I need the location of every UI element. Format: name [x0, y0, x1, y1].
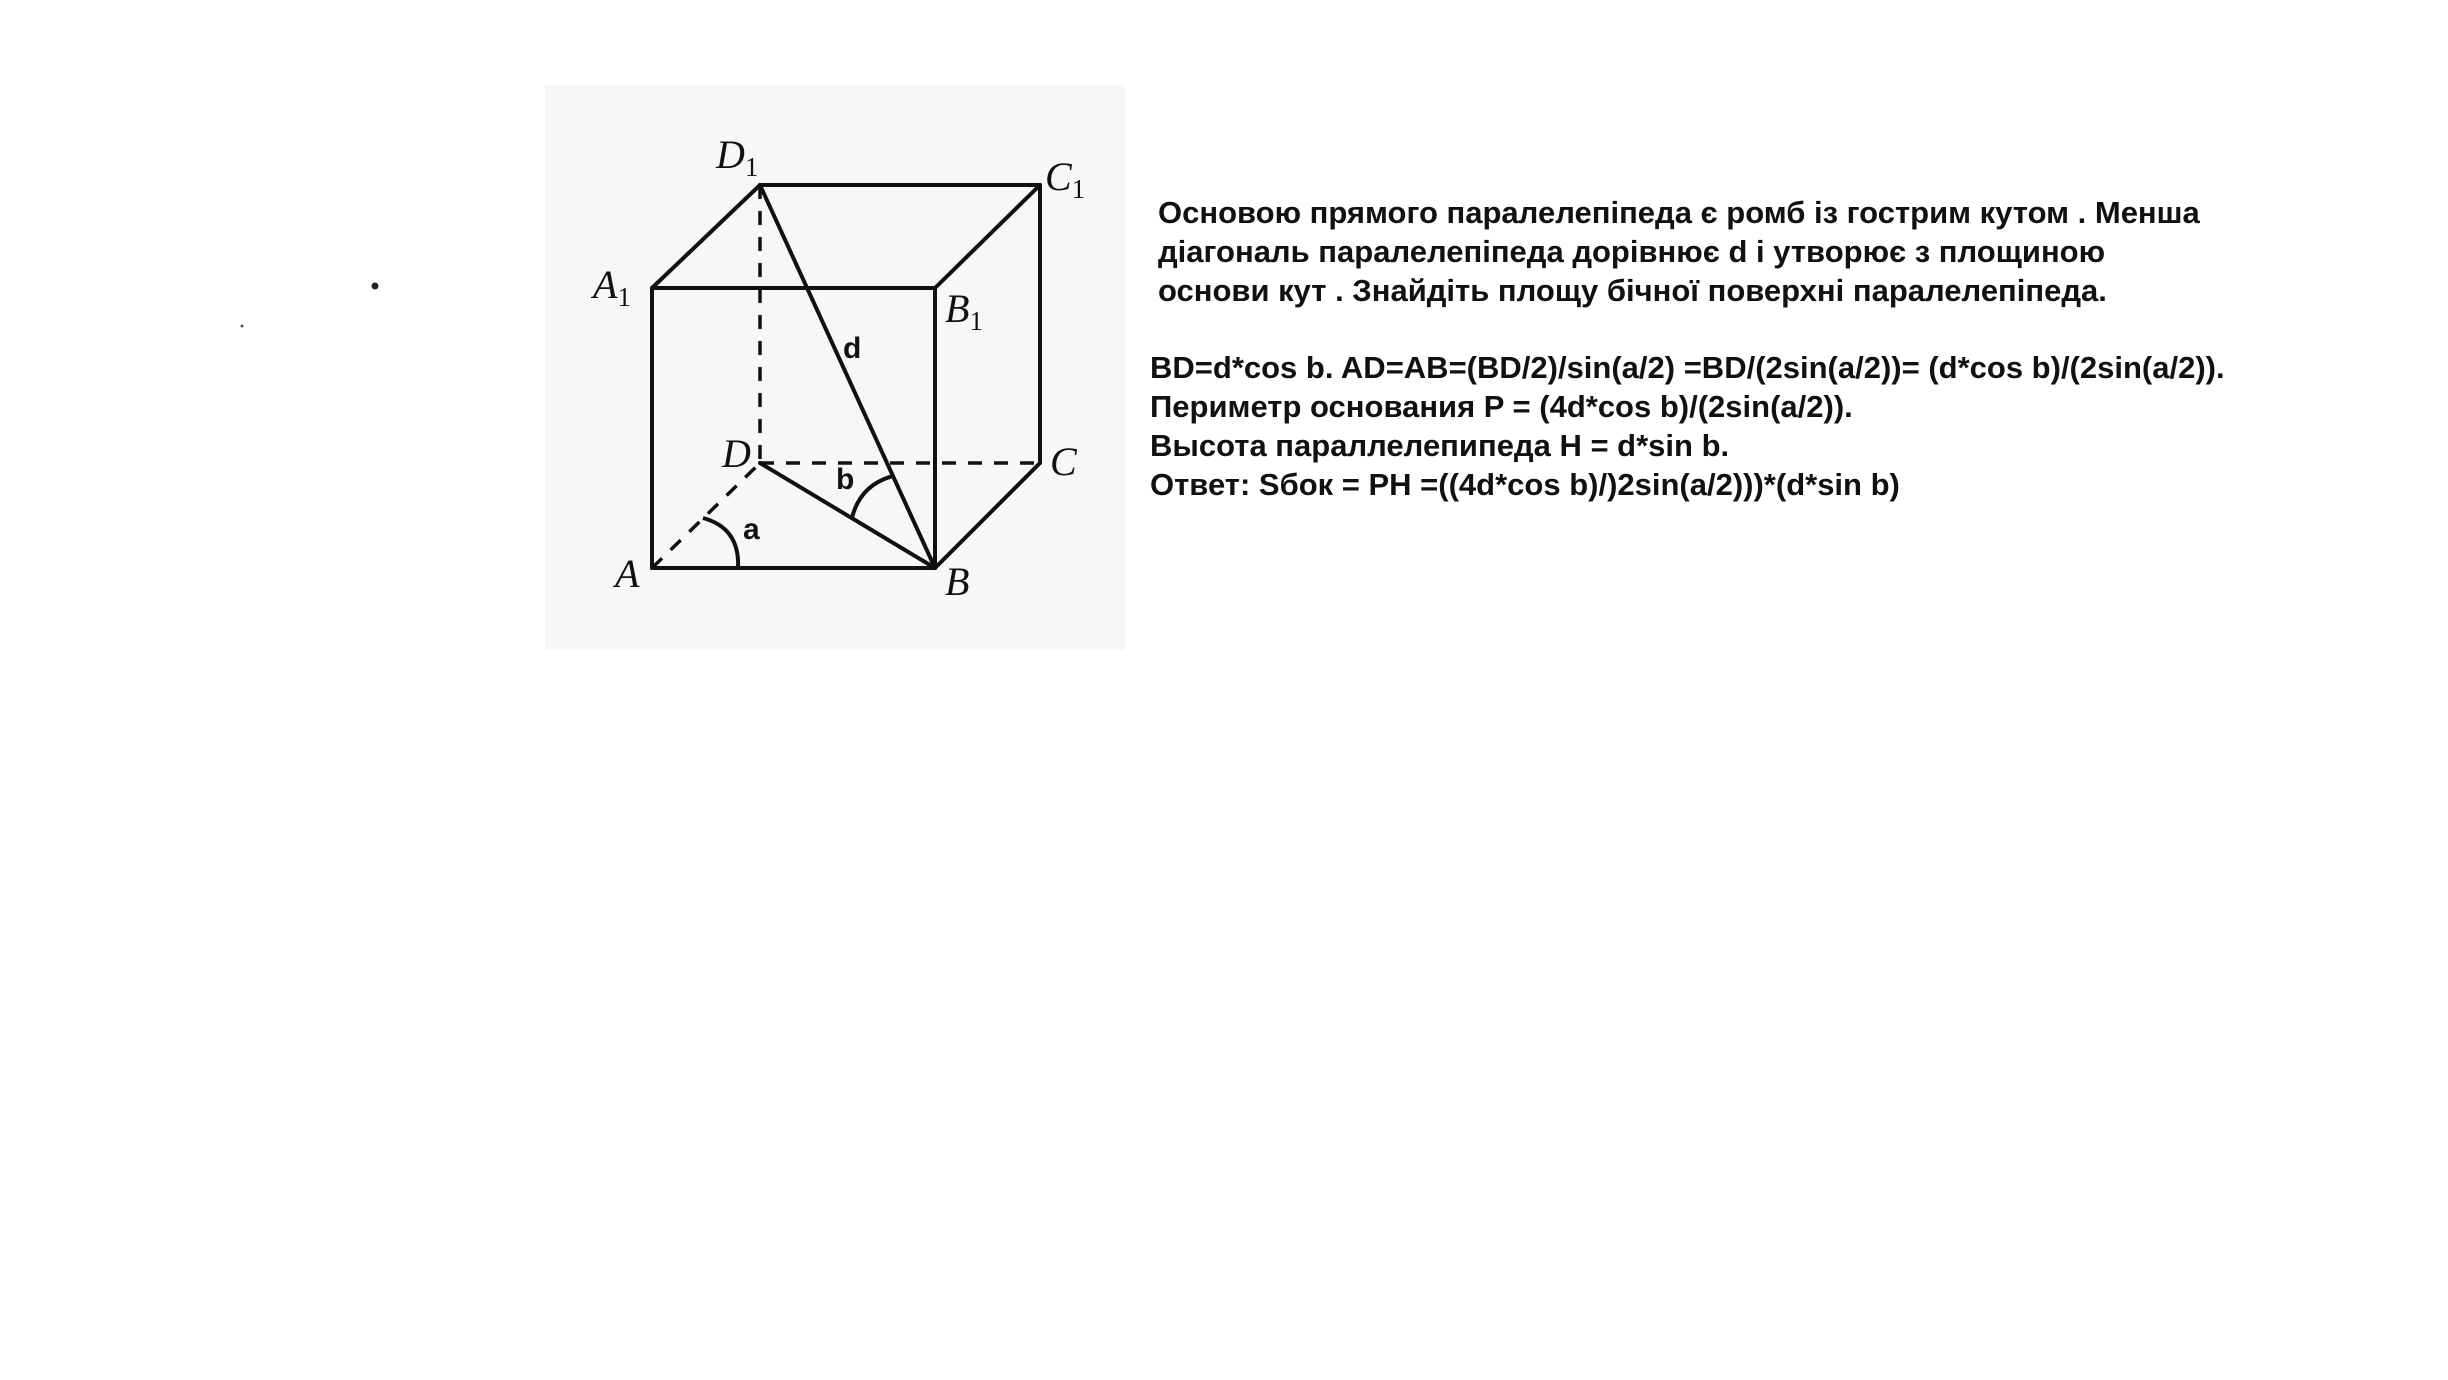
vertex-label-b: B [945, 559, 970, 604]
scan-speck [241, 325, 244, 328]
vertex-label-a: A [615, 551, 640, 596]
vertex-label-d1: D1 [716, 132, 759, 182]
solution-line: Периметр основания P = (4d*cos b)/(2sin(a/2)). [1150, 389, 1853, 424]
solution-line: Ответ: Sбок = PH =((4d*cos b)/)2sin(a/2)))*(d*sin b) [1150, 467, 1900, 502]
solution [1150, 348, 2410, 504]
problem-statement [1158, 193, 2358, 310]
diagonal-label-d: d [843, 332, 862, 365]
angle-label-a: a [743, 513, 760, 546]
vertex-label-a1: A1 [593, 262, 631, 312]
solution-line: Высота параллелепипеда H = d*sin b. [1150, 428, 1730, 463]
scan-speck [372, 283, 379, 290]
problem-line: основи кут . Знайдіть площу бічної поверхні паралелепіпеда. [1158, 273, 2107, 308]
solution-line: BD=d*cos b. AD=AB=(BD/2)/sin(a/2) =BD/(2sin(a/2))= (d*cos b)/(2sin(a/2)). [1150, 350, 2225, 385]
vertex-label-b1: B1 [945, 286, 983, 336]
vertex-label-c: C [1050, 439, 1077, 484]
angle-label-b: b [836, 463, 855, 496]
vertex-label-c1: C1 [1045, 154, 1086, 204]
problem-line: Основою прямого паралелепіпеда є ромб із гострим кутом . Менша [1158, 195, 2200, 230]
problem-line: діагональ паралелепіпеда дорівнює d і утворює з площиною [1158, 234, 2106, 269]
vertex-label-d: D [722, 431, 751, 476]
